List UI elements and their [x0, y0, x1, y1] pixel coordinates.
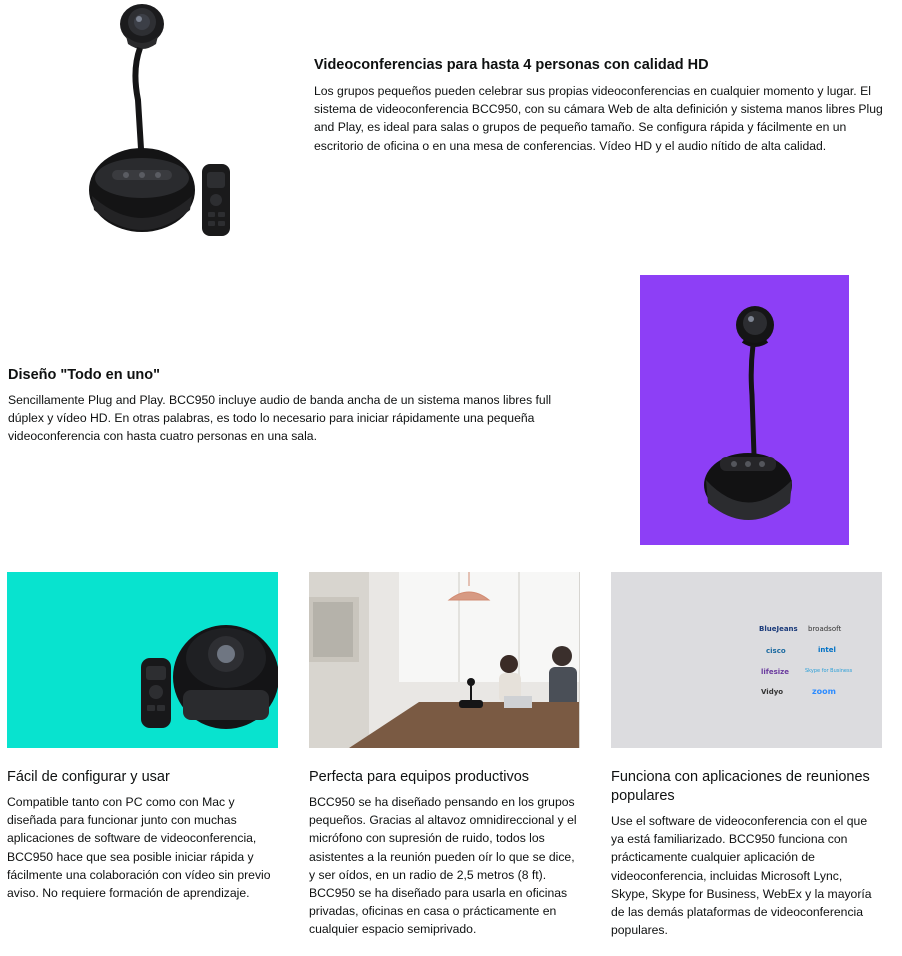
section1-body: Los grupos pequeños pueden celebrar sus propias videoconferencias en cualquier momento y lugar. El sistema de videoconferencia BCC950, con su cámara Web de alta definición y sistema manos libres Plug and Play, es ideal para salas o grupos de pequeño tamaño. Se configura rápida y fácilmente en un escritorio de oficina o en una mesa de conferencias. Vídeo HD y el audio nítido de alta calidad.: [314, 84, 883, 153]
product-image-conference-cam: [62, 0, 280, 245]
feature-card-easy-setup: [7, 572, 278, 902]
section1-title: Videoconferencias para hasta 4 personas con calidad HD: [314, 57, 709, 73]
logo-cisco: cisco: [766, 647, 786, 655]
card3-body: Use el software de videoconferencia con el que ya está familiarizado. BCC950 funciona con prácticamente cualquier aplicación de videoconferencia, incluidas Microsoft Lync, Skype, Skype for Business, WebEx y la mayoría de las demás plataformas de videoconferencia populares.: [611, 814, 872, 938]
card1-body: Compatible tanto con PC como con Mac y diseñada para funcionar junto con muchas aplicaciones de software de videoconferencia, BCC950 hace que sea posible iniciar rápida y fácilmente una colaboración con vídeo sin previo aviso. No requiere formación de aprendizaje.: [7, 795, 271, 901]
card3-title: Funciona con aplicaciones de reuniones populares: [611, 769, 870, 804]
section2-title: Diseño "Todo en uno": [8, 367, 161, 383]
logo-broadsoft: broadsoft: [808, 625, 842, 633]
logo-skype-for-business: Skype for Business: [805, 668, 853, 674]
feature-image-teal: [7, 572, 278, 748]
logo-lifesize: lifesize: [761, 668, 789, 676]
logo-zoom: zoom: [812, 687, 836, 696]
product-image-purple: [640, 275, 849, 545]
feature-card-popular-apps: [611, 572, 882, 939]
logo-vidyo: Vidyo: [761, 688, 784, 696]
card2-title: Perfecta para equipos productivos: [309, 769, 530, 785]
logo-intel: intel: [818, 646, 836, 654]
card1-title: Fácil de configurar y usar: [7, 769, 170, 785]
card2-body: BCC950 se ha diseñado pensando en los grupos pequeños. Gracias al altavoz omnidireccional y el micrófono con supresión de ruido, todos los asistentes a la reunión pueden oír lo que se dice, y ser oídos, en un radio de 2,5 metros (8 ft). BCC950 se ha diseñado para usarla en oficinas privadas, oficinas en casa o prácticamente en cualquier espacio semiprivado.: [309, 795, 577, 937]
feature-image-office: [309, 572, 580, 748]
section2-text: [8, 366, 588, 446]
feature-card-productive-teams: [309, 572, 579, 939]
section2-body: Sencillamente Plug and Play. BCC950 incluye audio de banda ancha de un sistema manos libres full dúplex y vídeo HD. En otras palabras, es todo lo necesario para iniciar rápidamente una pequeña videoconferencia con hasta cuatro personas en una sala.: [8, 393, 552, 444]
section1-text: [314, 56, 894, 155]
feature-image-app-logos: [611, 572, 882, 748]
logo-bluejeans: BlueJeans: [759, 625, 798, 633]
